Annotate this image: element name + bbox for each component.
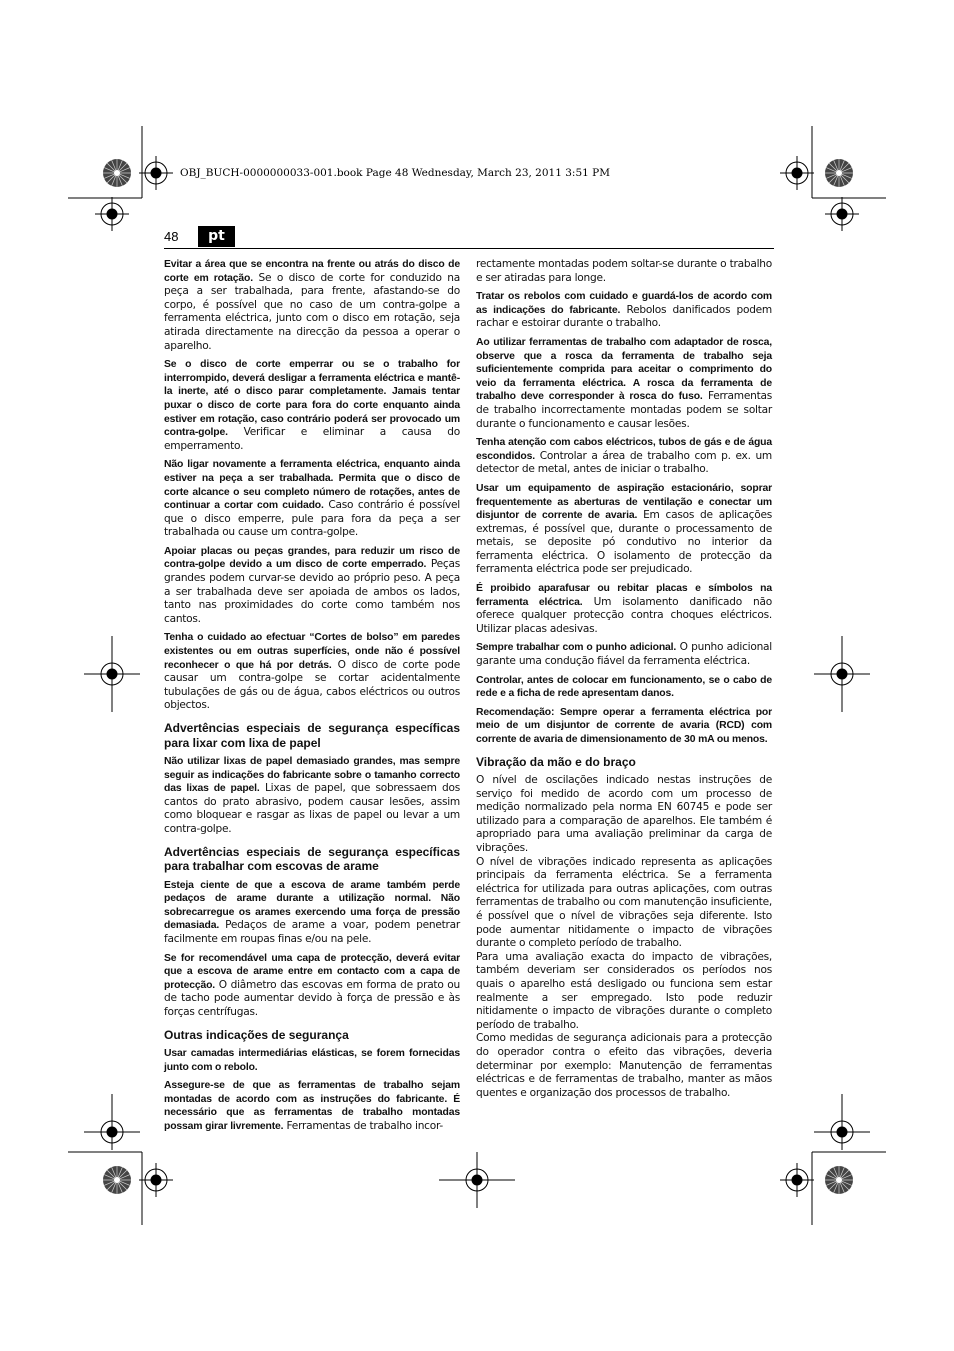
paragraph: Como medidas de segurança adicionais para a protecção do operador contra o efeito das vibrações, deveria determinar por exemplo: Manutenção de ferramentas eléctricas e de ferramentas de trabalho, manter as mãos quentes e organização dos processos de trabalho. xyxy=(476,1032,772,1099)
paragraph: Tenha atenção com cabos eléctricos, tubos de gás e de água escondidos. Controlar a área de trabalho com p. ex. um detector de metal, antes de iniciar o trabalho. xyxy=(476,437,772,476)
paragraph: Evitar a área que se encontra na frente ou atrás do disco de corte em rotação. Se o disco de corte for conduzido na peça a ser trabalhada, para frente, afastando-se do corpo, é possível que no caso de um contra-golpe a ferramenta eléctrica, junto com o disco em rotação, seja atirada directamente na direcção da pessoa a operar o aparelho. xyxy=(164,259,460,352)
paragraph: Se for recomendável uma capa de protecção, deverá evitar que a escova de arame entre em contacto com a capa de protecção. O diâmetro das escovas em forma de prato ou de tacho pode aumentar devido à força de pressão e às forças centrífugas. xyxy=(164,952,460,1018)
language-tab: pt xyxy=(198,226,235,247)
paragraph: O nível de oscilações indicado nestas instruções de serviço foi medido de acordo com um processo de medição normalizado pela norma EN 60745 e pode ser utilizado para a comparação de aparelhos. Ele também é apropriado para uma avaliação preliminar da carga de vibrações. xyxy=(476,774,772,855)
starburst-icon xyxy=(103,159,131,187)
section-heading: Advertências especiais de segurança específicas para trabalhar com escovas de arame xyxy=(164,844,460,874)
header-rule xyxy=(164,248,774,249)
paragraph: Usar camadas intermediárias elásticas, se forem fornecidas junto com o rebolo. xyxy=(164,1048,460,1073)
paragraph: Tenha o cuidado ao efectuar “Cortes de bolso” em paredes existentes ou em outras superfícies, onde não é possível reconhecer o que há por detrás. O disco de corte pode causar um contra-golpe se cortar acidentalmente tubulações de gás ou de água, cabos eléctricos ou outros objectos. xyxy=(164,632,460,712)
paragraph: Sempre trabalhar com o punho adicional. O punho adicional garante uma condução fiável da ferramenta eléctrica. xyxy=(476,641,772,668)
paragraph: rectamente montadas podem soltar-se durante o trabalho e ser atiradas para longe. xyxy=(476,258,772,284)
registration-target-icon xyxy=(825,197,859,231)
paragraph: Se o disco de corte emperrar ou se o trabalho for interrompido, deverá desligar a ferramenta eléctrica e mantê-la inerte, até o disco parar completamente. Jamais tentar puxar o disco de corte para fora do corte enquanto ainda estiver em rotação, caso contrário poderá ser provocado um contra-golpe. Verificar e eliminar a causa do emperramento. xyxy=(164,359,460,452)
page-number: 48 xyxy=(164,229,179,244)
left-column xyxy=(164,258,460,1139)
right-column xyxy=(476,258,772,1105)
paragraph: Esteja ciente de que a escova de arame também perde pedaços de arame durante a utilização normal. Não sobrecarregue os arames exercendo uma força de pressão demasiada. Pedaços de arame a voar, podem penetrar facilmente em roupas finas e/ou na pele. xyxy=(164,879,460,945)
starburst-icon xyxy=(825,1166,853,1194)
registration-target-icon xyxy=(139,1163,173,1197)
print-slug: OBJ_BUCH-0000000033-001.book Page 48 Wednesday, March 23, 2011 3:51 PM xyxy=(180,167,610,179)
paragraph: Não ligar novamente a ferramenta eléctrica, enquanto ainda estiver na peça a ser trabalhada. Permita que o disco de corte alcance o seu completo número de rotações, antes de continuar a cortar com cuidado. Caso contrário é possível que o disco emperre, pule para fora da peça a ser trabalhada ou cause um contra-golpe. xyxy=(164,459,460,539)
registration-target-icon xyxy=(95,197,129,231)
paragraph: Tratar os rebolos com cuidado e guardá-los de acordo com as indicações do fabricante. Rebolos danificados podem rachar e estoirar durante o trabalho. xyxy=(476,291,773,330)
registration-target-icon xyxy=(139,156,173,190)
starburst-icon xyxy=(825,159,853,187)
paragraph: Para uma avaliação exacta do impacto de vibrações, também deveriam ser considerados os períodos nos quais o aparelho está desligado ou funciona sem estar realmente a ser empregado. Isto pode reduzir nitidamente o impacto de vibrações durante o completo período de trabalho. xyxy=(476,950,772,1031)
paragraph: Usar um equipamento de aspiração estacionário, soprar frequentemente as aberturas de ventilação e conectar um disjuntor de corrente de avaria. Em casos de aplicações extremas, é possível que, durante o processamento de metais, se deposite pó condutivo no interior da ferramenta eléctrica. O isolamento de protecção da ferramenta eléctrica pode ser prejudicado. xyxy=(476,482,772,576)
section-heading: Advertências especiais de segurança específicas para lixar com lixa de papel xyxy=(164,721,460,750)
section-heading: Outras indicações de segurança xyxy=(164,1027,349,1042)
paragraph: Ao utilizar ferramentas de trabalho com adaptador de rosca, observe que a rosca da ferramenta de trabalho seja suficientemente comprida para aceitar o comprimento do veio da ferramenta eléctrica. A rosca da ferramenta de trabalho deve corresponder à rosca do fuso. Ferramentas de trabalho incorrectamente montadas podem se soltar durante o funcionamento e causar lesões. xyxy=(476,336,772,430)
paragraph: Assegure-se de que as ferramentas de trabalho sejam montadas de acordo com as instruções do fabricante. É necessário que as ferramentas de trabalho montadas possam girar livremente. Ferramentas de trabalho incor- xyxy=(164,1080,460,1132)
starburst-icon xyxy=(103,1166,131,1194)
paragraph: Recomendação: Sempre operar a ferramenta eléctrica por meio de um disjuntor de corrente de avaria (RCD) com corrente de avaria de dimensionamento de 30 mA ou menos. xyxy=(476,706,772,745)
registration-target-icon xyxy=(780,1163,814,1197)
paragraph: É proibido aparafusar ou rebitar placas e símbolos na ferramenta eléctrica. Um isolamento danificado não oferece qualquer protecção contra choques eléctricos. Utilizar placas adesivas. xyxy=(476,583,772,635)
registration-target-icon xyxy=(780,156,814,190)
paragraph: Não utilizar lixas de papel demasiado grandes, mas sempre seguir as indicações do fabricante sobre o tamanho correcto das lixas de papel. Lixas de papel, que sobressaem dos cantos do prato abrasivo, podem causar lesões, assim como bloquear e rasgar as lixas de papel ou levar a um contra-golpe. xyxy=(164,756,460,835)
paragraph: O nível de vibrações indicado representa as aplicações principais da ferramenta eléctrica. Se a ferramenta eléctrica for utilizada para outras aplicações, com outras ferramentas de trabalho ou com manutenção insuficiente, é possível que o nível de vibrações seja diferente. Isto pode aumentar nitidamente o impacto de vibrações durante o completo período de trabalho. xyxy=(476,855,772,950)
section-heading: Vibração da mão e do braço xyxy=(476,754,636,769)
paragraph: Controlar, antes de colocar em funcionamento, se o cabo de rede e a ficha de rede apresentam danos. xyxy=(476,674,772,700)
paragraph: Apoiar placas ou peças grandes, para reduzir um risco de contra-golpe devido a um disco de corte emperrado. Peças grandes podem curvar-se devido ao próprio peso. A peça a ser trabalhada deve ser apoiada de ambos os lados, tanto nas proximidades do corte como também nos cantos. xyxy=(164,545,460,625)
